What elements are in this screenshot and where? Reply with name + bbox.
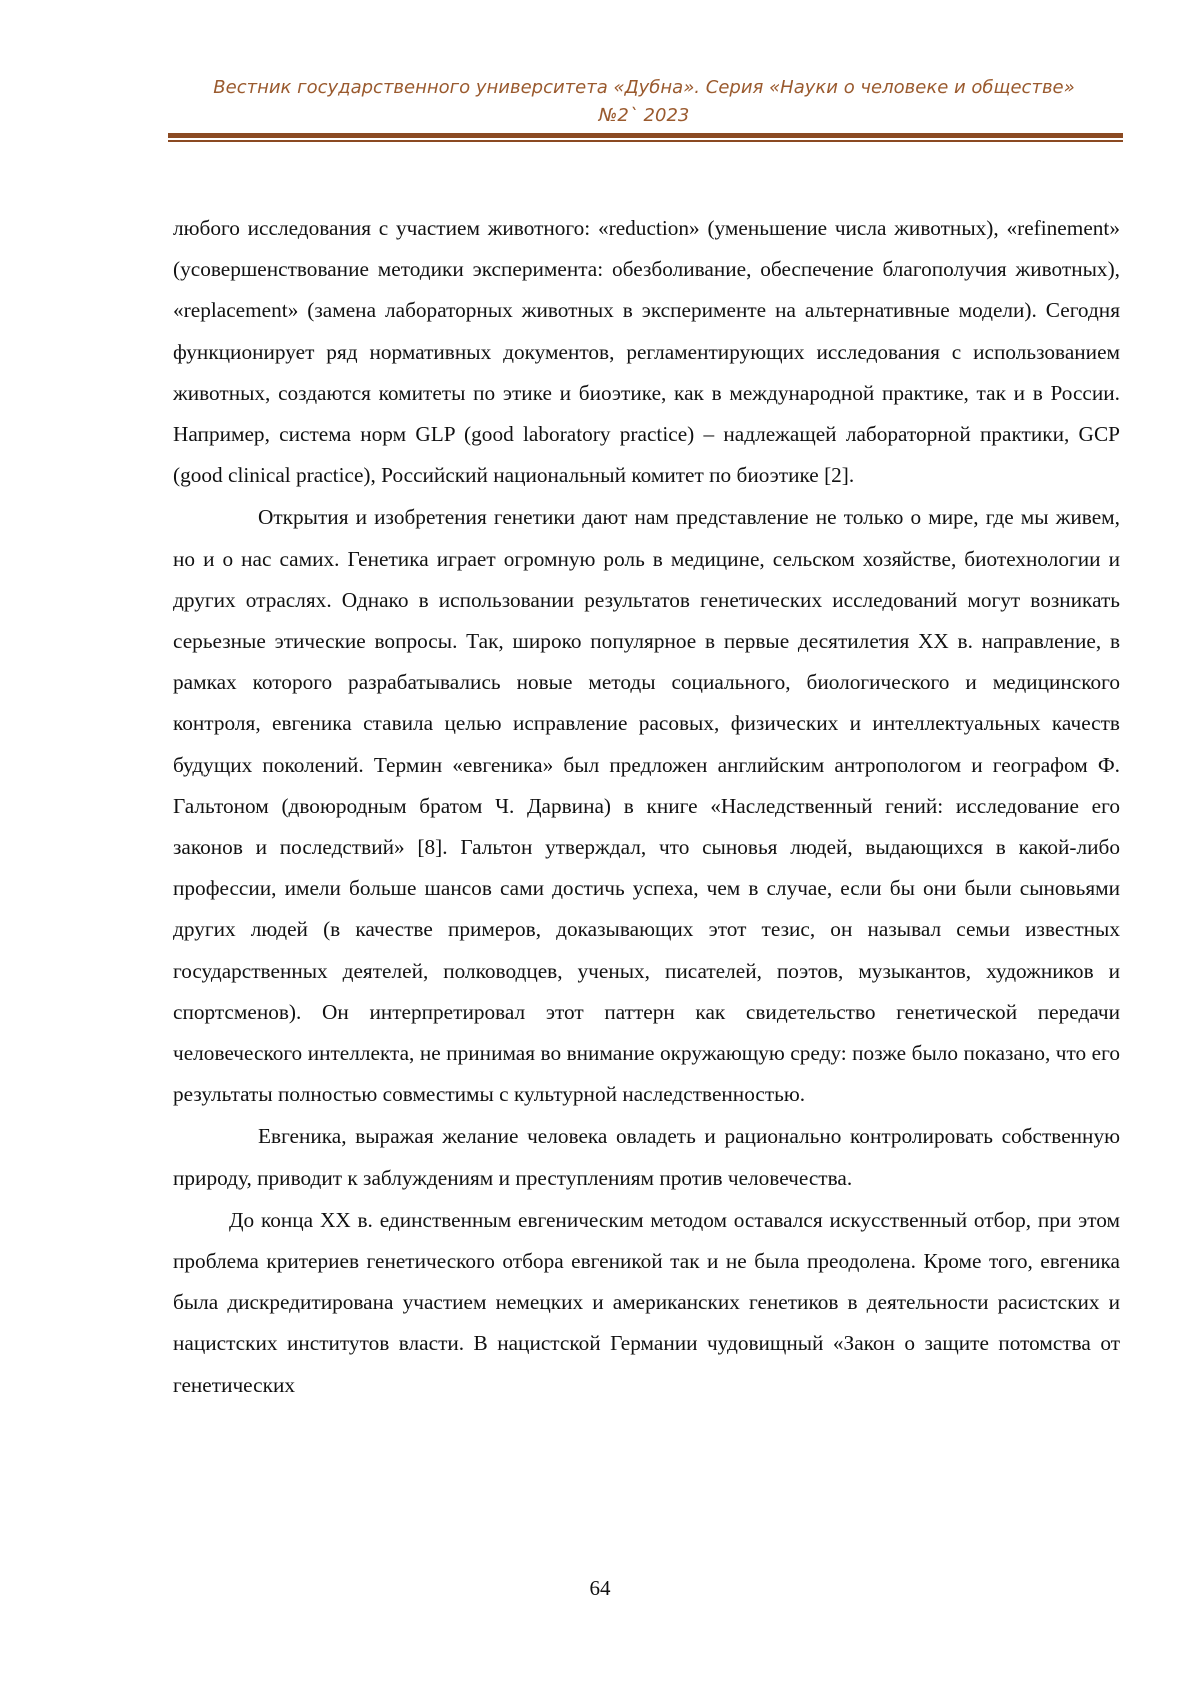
paragraph-artificial-selection: До конца XX в. единственным евгеническим методом оставался искусственный отбор, при этом проблема критериев генетического отбора евгеникой так и не была преодолена. Кроме того, евгеника была дискредитирована участием немецких и американских генетиков в деятельности расистских и нацистских институтов власти. В нацистской Германии чудовищный «Закон о защите потомства от генетических [173,1200,1120,1406]
paragraph-continuation: любого исследования с участием животного: «reduction» (уменьшение числа животных), «refinement» (усовершенствование методики эксперимента: обезболивание, обеспечение благополучия животных), «replacement» (замена лабораторных животных в эксперименте на альтернативные модели). Сегодня функционирует ряд нормативных документов, регламентирующих исследования с использованием животных, создаются комитеты по этике и биоэтике, как в международной практике, так и в России. Например, система норм GLP (good laboratory practice) – надлежащей лабораторной практики, GCP (good clinical practice), Российский национальный комитет по биоэтике [2]. [173,208,1120,496]
page-number: 64 [0,1576,1200,1601]
document-page [0,0,1200,1697]
body-text [173,208,1120,1406]
paragraph-eugenics-errors: Евгеника, выражая желание человека овладеть и рационально контролировать собственную природу, приводит к заблуждениям и преступлениям против человечества. [173,1116,1120,1198]
header-rule-thick [168,133,1123,138]
running-header [168,74,1120,130]
issue-number: №2` 2023 [168,102,1120,130]
journal-title: Вестник государственного университета «Дубна». Серия «Науки о человеке и обществе» [168,74,1120,102]
header-rule-thin [168,140,1123,142]
paragraph-genetics-eugenics: Открытия и изобретения генетики дают нам представление не только о мире, где мы живем, но и о нас самих. Генетика играет огромную роль в медицине, сельском хозяйстве, биотехнологии и других отраслях. Однако в использовании результатов генетических исследований могут возникать серьезные этические вопросы. Так, широко популярное в первые десятилетия XX в. направление, в рамках которого разрабатывались новые методы социального, биологического и медицинского контроля, евгеника ставила целью исправление расовых, физических и интеллектуальных качеств будущих поколений. Термин «евгеника» был предложен английским антропологом и географом Ф. Гальтоном (двоюродным братом Ч. Дарвина) в книге «Наследственный гений: исследование его законов и последствий» [8]. Гальтон утверждал, что сыновья людей, выдающихся в какой-либо профессии, имели больше шансов сами достичь успеха, чем в случае, если бы они были сыновьями других людей (в качестве примеров, доказывающих этот тезис, он называл семьи известных государственных деятелей, полководцев, ученых, писателей, поэтов, музыкантов, художников и спортсменов). Он интерпретировал этот паттерн как свидетельство генетической передачи человеческого интеллекта, не принимая во внимание окружающую среду: позже было показано, что его результаты полностью совместимы с культурной наследственностью. [173,497,1120,1115]
